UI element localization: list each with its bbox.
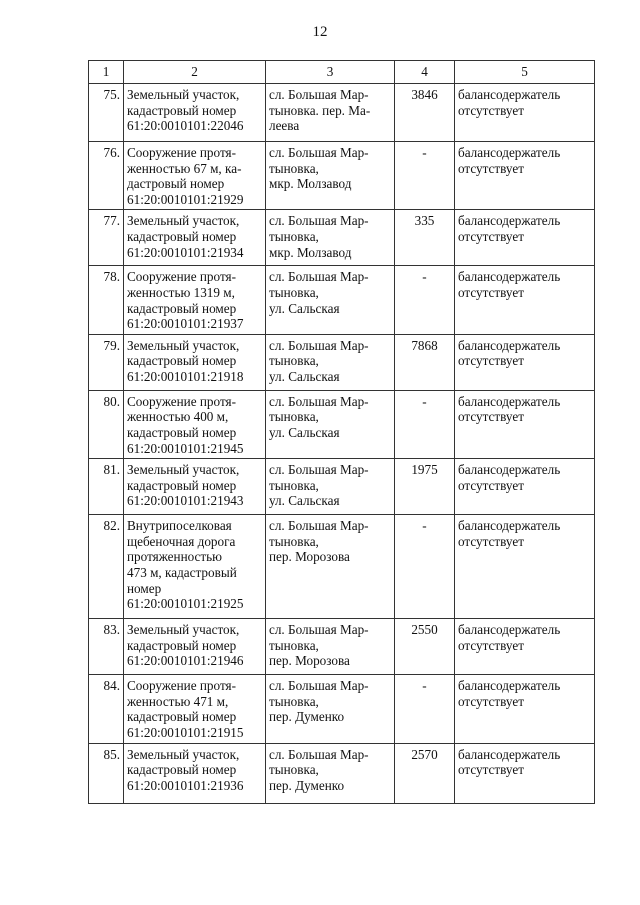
object-address: сл. Большая Мар- тыновка, пер. Думенко (266, 675, 395, 743)
object-description: Земельный участок, кадастровый номер 61:20:0010101:21943 (124, 459, 266, 515)
object-description: Сооружение протя- женностью 471 м, кадастровый номер 61:20:0010101:21915 (124, 675, 266, 743)
object-address: сл. Большая Мар- тыновка, ул. Сальская (266, 266, 395, 334)
table-row (89, 334, 595, 390)
object-area: - (395, 142, 455, 210)
balance-holder: балансодержатель отсутствует (455, 142, 595, 210)
object-description: Внутрипоселковая щебеночная дорога протяженностью 473 м, кадастровый номер 61:20:0010101:21925 (124, 515, 266, 619)
row-number: 80. (89, 390, 124, 458)
column-header-3: 3 (266, 61, 395, 84)
row-number: 79. (89, 334, 124, 390)
column-header-5: 5 (455, 61, 595, 84)
row-number: 75. (89, 84, 124, 142)
row-number: 82. (89, 515, 124, 619)
object-area: - (395, 515, 455, 619)
column-header-4: 4 (395, 61, 455, 84)
object-address: сл. Большая Мар- тыновка, пер. Думенко (266, 743, 395, 803)
object-description: Земельный участок, кадастровый номер 61:20:0010101:21918 (124, 334, 266, 390)
object-address: сл. Большая Мар- тыновка, ул. Сальская (266, 334, 395, 390)
table-row (89, 84, 595, 142)
balance-holder: балансодержатель отсутствует (455, 266, 595, 334)
table-row (89, 266, 595, 334)
balance-holder: балансодержатель отсутствует (455, 390, 595, 458)
column-header-1: 1 (89, 61, 124, 84)
table-row (89, 459, 595, 515)
table-row (89, 390, 595, 458)
row-number: 81. (89, 459, 124, 515)
table-row (89, 515, 595, 619)
balance-holder: балансодержатель отсутствует (455, 210, 595, 266)
object-address: сл. Большая Мар- тыновка, мкр. Молзавод (266, 210, 395, 266)
row-number: 85. (89, 743, 124, 803)
balance-holder: балансодержатель отсутствует (455, 459, 595, 515)
object-area: 3846 (395, 84, 455, 142)
object-address: сл. Большая Мар- тыновка, ул. Сальская (266, 459, 395, 515)
row-number: 78. (89, 266, 124, 334)
balance-holder: балансодержатель отсутствует (455, 743, 595, 803)
balance-holder: балансодержатель отсутствует (455, 84, 595, 142)
table-row (89, 743, 595, 803)
object-area: 2550 (395, 619, 455, 675)
object-description: Сооружение протя- женностью 67 м, ка- дастровый номер 61:20:0010101:21929 (124, 142, 266, 210)
balance-holder: балансодержатель отсутствует (455, 619, 595, 675)
object-address: сл. Большая Мар- тыновка. пер. Ма- леева (266, 84, 395, 142)
object-description: Земельный участок, кадастровый номер 61:20:0010101:21934 (124, 210, 266, 266)
object-description: Сооружение протя- женностью 1319 м, кадастровый номер 61:20:0010101:21937 (124, 266, 266, 334)
property-registry-table (88, 60, 595, 804)
object-area: - (395, 390, 455, 458)
row-number: 83. (89, 619, 124, 675)
row-number: 77. (89, 210, 124, 266)
table-row (89, 210, 595, 266)
object-area: - (395, 266, 455, 334)
balance-holder: балансодержатель отсутствует (455, 334, 595, 390)
object-area: 2570 (395, 743, 455, 803)
table-row (89, 619, 595, 675)
column-header-2: 2 (124, 61, 266, 84)
object-area: 7868 (395, 334, 455, 390)
table-header-row (89, 61, 595, 84)
object-description: Земельный участок, кадастровый номер 61:20:0010101:21936 (124, 743, 266, 803)
table-row (89, 142, 595, 210)
balance-holder: балансодержатель отсутствует (455, 515, 595, 619)
row-number: 84. (89, 675, 124, 743)
object-area: - (395, 675, 455, 743)
row-number: 76. (89, 142, 124, 210)
object-description: Земельный участок, кадастровый номер 61:20:0010101:21946 (124, 619, 266, 675)
table-row (89, 675, 595, 743)
object-area: 1975 (395, 459, 455, 515)
object-area: 335 (395, 210, 455, 266)
object-address: сл. Большая Мар- тыновка, ул. Сальская (266, 390, 395, 458)
object-description: Сооружение протя- женностью 400 м, кадастровый номер 61:20:0010101:21945 (124, 390, 266, 458)
object-address: сл. Большая Мар- тыновка, пер. Морозова (266, 515, 395, 619)
page-number: 12 (312, 24, 328, 40)
object-address: сл. Большая Мар- тыновка, мкр. Молзавод (266, 142, 395, 210)
object-address: сл. Большая Мар- тыновка, пер. Морозова (266, 619, 395, 675)
balance-holder: балансодержатель отсутствует (455, 675, 595, 743)
object-description: Земельный участок, кадастровый номер 61:20:0010101:22046 (124, 84, 266, 142)
